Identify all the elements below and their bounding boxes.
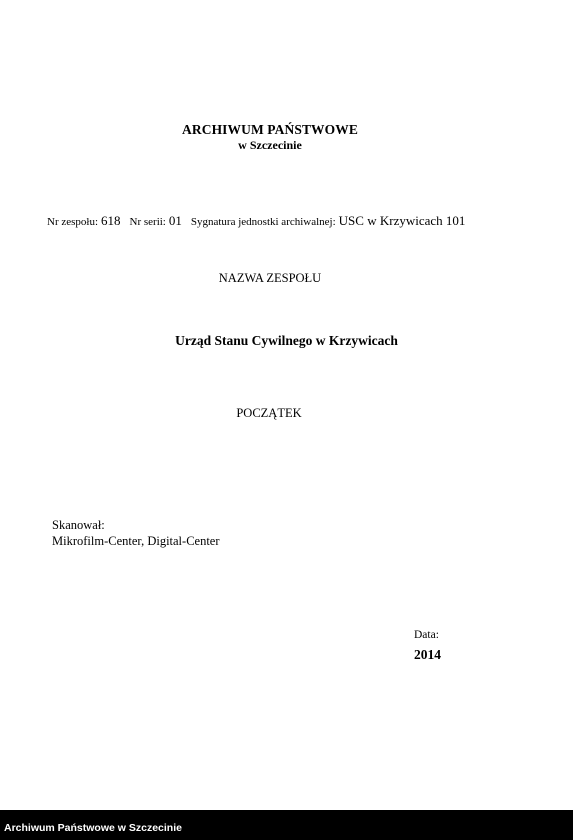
reference-line (47, 213, 465, 229)
archive-header (0, 121, 540, 153)
date-block (414, 628, 441, 663)
date-value: 2014 (414, 647, 441, 662)
fonds-name: Urząd Stanu Cywilnego w Krzywicach (175, 333, 398, 348)
footer-text: Archiwum Państwowe w Szczecinie (4, 822, 182, 834)
scanned-by-label: Skanował: (52, 518, 105, 532)
series-number-value: 01 (168, 213, 182, 228)
scanned-by-block (52, 517, 220, 549)
fonds-number-label: Nr zespołu: (47, 216, 99, 228)
series-number-label: Nr serii: (129, 216, 166, 228)
signature-label: Sygnatura jednostki archiwalnej: (190, 216, 336, 228)
archive-name: ARCHIWUM PAŃSTWOWE (182, 122, 358, 137)
archive-city: w Szczecinie (238, 138, 302, 152)
position-label: POCZĄTEK (236, 406, 302, 420)
date-label: Data: (414, 629, 439, 641)
fonds-heading: NAZWA ZESPOŁU (218, 271, 322, 285)
signature-value: USC w Krzywicach 101 (338, 213, 466, 228)
fonds-number-value: 618 (101, 213, 121, 228)
scanned-by-value: Mikrofilm-Center, Digital-Center (52, 534, 220, 548)
footer-bar (0, 810, 573, 840)
